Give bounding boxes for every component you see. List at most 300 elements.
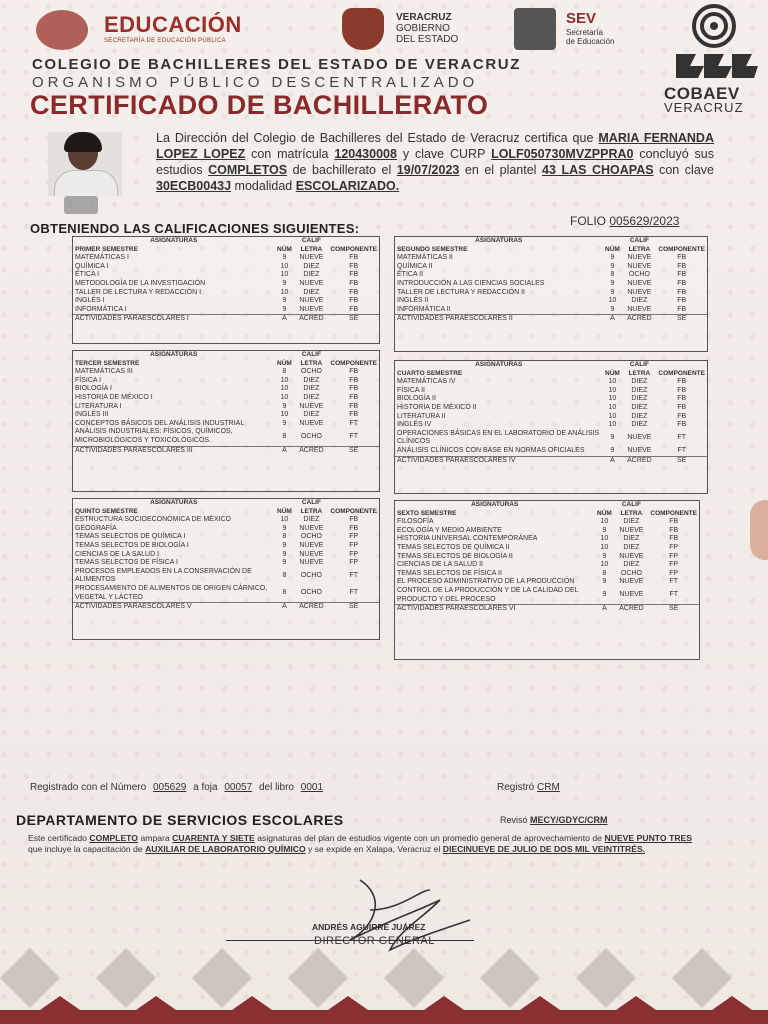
grade-component: FB: [349, 385, 359, 393]
grade-component: FB: [677, 297, 687, 305]
photo-stamp-logo: [64, 196, 98, 214]
grade-row: [73, 263, 379, 272]
grade-component: FT: [669, 578, 678, 586]
grade-component: FB: [349, 297, 359, 305]
componente-header: COMPONENTE: [330, 507, 377, 515]
subject-name: ESTRUCTURA SOCIOECONÓMICA DE MÉXICO: [75, 516, 231, 524]
grade-row: [395, 561, 699, 570]
grade-number: 9: [282, 524, 287, 532]
grade-letter: DIEZ: [631, 386, 648, 394]
cobaev-title: COBAEV: [664, 84, 740, 103]
grade-number: 10: [608, 403, 617, 411]
subject-name: PROCESAMIENTO DE ALIMENTOS DE ORIGEN CÁRNICO, VEGETAL Y LÁCTEO: [75, 584, 268, 601]
grade-letter: DIEZ: [631, 403, 648, 411]
grade-row: [395, 518, 699, 527]
grade-component: FB: [669, 535, 679, 543]
reviso-value: MECY/GDYC/CRM: [530, 815, 608, 825]
closing-text: que incluye la capacitación de: [28, 844, 143, 854]
componente-header: COMPONENTE: [658, 369, 705, 377]
subject-name: METODOLOGÍA DE LA INVESTIGACIÓN: [75, 279, 206, 287]
grade-row: [395, 387, 707, 396]
grade-component: SE: [656, 456, 707, 465]
national-seal-logo: [36, 10, 88, 50]
semester-title: TERCER SEMESTRE: [75, 359, 140, 367]
grades-heading: OBTENIENDO LAS CALIFICACIONES SIGUIENTES:: [30, 221, 360, 236]
grade-row: [73, 516, 379, 525]
grade-number: 9: [282, 541, 287, 549]
grade-number: A: [602, 456, 622, 465]
grade-letter: OCHO: [620, 569, 642, 577]
grade-number: 9: [282, 419, 287, 427]
grade-row: [73, 385, 379, 394]
grade-letter: NUEVE: [627, 446, 652, 454]
subject-name: QUÍMICA I: [75, 262, 109, 270]
grade-letter: DIEZ: [303, 262, 320, 270]
subject-name: QUÍMICA II: [397, 262, 433, 270]
grade-row: [73, 568, 379, 585]
grade-component: FP: [669, 561, 679, 569]
semester-table: [394, 500, 700, 660]
modalidad-value: ESCOLARIZADO.: [295, 179, 400, 193]
grade-letter: NUEVE: [299, 559, 324, 567]
subject-name: INTRODUCCIÓN A LAS CIENCIAS SOCIALES: [397, 279, 545, 287]
grade-component: FB: [677, 254, 687, 262]
training-value: AUXILIAR DE LABORATORIO QUÍMICO: [145, 844, 306, 854]
subject-name: TALLER DE LECTURA Y REDACCIÓN II: [397, 288, 525, 296]
grade-letter: NUEVE: [627, 434, 652, 442]
certificate-title: CERTIFICADO DE BACHILLERATO: [30, 90, 489, 120]
subject-name: TEMAS SELECTOS DE QUÍMICA II: [397, 543, 510, 551]
grade-row: [73, 271, 379, 280]
grade-row: [73, 411, 379, 420]
grade-number: 10: [608, 378, 617, 386]
closing-text: y se expide en Xalapa, Veracruz el: [308, 844, 441, 854]
grade-component: FP: [349, 533, 359, 541]
subject-name: EL PROCESO ADMINISTRATIVO DE LA PRODUCCIÓN: [397, 578, 575, 586]
asignaturas-header: ASIGNATURAS: [475, 237, 523, 244]
grade-component: SE: [656, 315, 707, 324]
cobaev-logo: [670, 2, 758, 80]
grade-component: FT: [677, 446, 686, 454]
grade-number: 10: [280, 288, 289, 296]
registry-label: del libro: [258, 782, 294, 793]
grade-letter: ACRED: [622, 456, 656, 465]
general-average: NUEVE PUNTO TRES: [604, 833, 693, 843]
registry-label: a foja: [193, 782, 218, 793]
grade-component: FB: [677, 386, 687, 394]
reviso-label: Revisó: [500, 815, 528, 825]
grade-number: 9: [610, 254, 615, 262]
grade-letter: NUEVE: [627, 262, 652, 270]
asignaturas-header: ASIGNATURAS: [150, 351, 198, 358]
grade-row: [73, 289, 379, 298]
grade-number: 10: [280, 411, 289, 419]
grade-component: FP: [669, 552, 679, 560]
grade-letter: DIEZ: [303, 376, 320, 384]
grade-component: FT: [349, 589, 358, 597]
grade-row: [73, 551, 379, 560]
grade-number: 8: [602, 569, 607, 577]
num-header: NÚM: [605, 245, 620, 253]
grade-letter: DIEZ: [623, 535, 640, 543]
grade-component: FB: [669, 518, 679, 526]
subject-name: TEMAS SELECTOS DE FÍSICA I: [75, 559, 178, 567]
grade-row: [395, 306, 707, 315]
intro-text: con clave: [659, 163, 714, 177]
num-header: NÚM: [277, 359, 292, 367]
curp-value: LOLF050730MVZPPRA0: [491, 147, 634, 161]
subject-name: FÍSICA II: [397, 386, 426, 394]
grade-letter: ACRED: [294, 446, 328, 455]
grade-number: 9: [282, 254, 287, 262]
subject-name: OPERACIONES BÁSICAS EN EL LABORATORIO DE ANÁLISIS CLÍNICOS: [397, 429, 600, 446]
student-name: MARIA FERNANDA LOPEZ LOPEZ: [156, 131, 714, 161]
subject-name: CONTROL DE LA PRODUCCIÓN Y DE LA CALIDAD DEL PRODUCTO Y DEL PROCESO: [397, 586, 579, 603]
subject-name: ÉTICA I: [75, 271, 100, 279]
subject-name: INGLÉS II: [397, 297, 429, 305]
subject-name: HISTORIA DE MÉXICO II: [397, 403, 477, 411]
asignaturas-header: ASIGNATURAS: [475, 361, 523, 368]
studies-status: COMPLETOS: [208, 163, 288, 177]
semester-title: SEGUNDO SEMESTRE: [397, 245, 468, 253]
grade-letter: NUEVE: [299, 419, 324, 427]
semester-table: [72, 498, 380, 640]
subject-name: MATEMÁTICAS I: [75, 254, 129, 262]
grade-component: FB: [349, 393, 359, 401]
grade-letter: NUEVE: [299, 524, 324, 532]
grade-letter: ACRED: [294, 315, 328, 324]
subject-name: BIOLOGÍA I: [75, 385, 112, 393]
grade-component: FB: [349, 402, 359, 410]
grade-letter: OCHO: [300, 432, 322, 440]
closing-text: Este certificado: [28, 833, 87, 843]
department-title: DEPARTAMENTO DE SERVICIOS ESCOLARES: [16, 812, 344, 828]
componente-header: COMPONENTE: [330, 359, 377, 367]
calif-header: CALIF: [301, 351, 321, 358]
decorative-bottom-band: [0, 948, 768, 1024]
grade-number: 10: [600, 543, 609, 551]
matricula-value: 120430008: [334, 147, 397, 161]
grade-number: 10: [608, 412, 617, 420]
letra-header: LETRA: [620, 509, 643, 517]
grade-component: FB: [349, 288, 359, 296]
grade-number: 9: [610, 262, 615, 270]
grade-letter: NUEVE: [299, 402, 324, 410]
num-header: NÚM: [277, 507, 292, 515]
grade-row: [73, 559, 379, 568]
grade-component: FB: [677, 262, 687, 270]
grade-number: 9: [282, 305, 287, 313]
subject-name: MATEMÁTICAS III: [75, 368, 133, 376]
veracruz-line-3: DEL ESTADO: [396, 34, 459, 45]
grade-row: [73, 377, 379, 386]
asignaturas-header: ASIGNATURAS: [471, 501, 519, 508]
grade-letter: DIEZ: [303, 516, 320, 524]
letra-header: LETRA: [300, 245, 323, 253]
sev-line-1: Secretaría: [566, 28, 603, 37]
grade-number: 10: [280, 262, 289, 270]
grade-number: A: [594, 605, 614, 614]
plantel-value: 43 LAS CHOAPAS: [542, 163, 654, 177]
grade-letter: NUEVE: [299, 279, 324, 287]
grade-row: [73, 297, 379, 306]
grade-number: 9: [610, 279, 615, 287]
grade-row: [73, 394, 379, 403]
registry-line: [30, 782, 327, 793]
intro-text: modalidad: [234, 179, 293, 193]
grade-number: 9: [610, 434, 615, 442]
grade-letter: DIEZ: [623, 543, 640, 551]
grade-number: 8: [610, 271, 615, 279]
grade-component: FT: [349, 432, 358, 440]
signatory-role: DIRECTOR GENERAL: [314, 935, 435, 947]
subject-name: CONCEPTOS BÁSICOS DEL ANÁLISIS INDUSTRIAL: [75, 419, 245, 427]
letra-header: LETRA: [300, 359, 323, 367]
grade-row: [73, 533, 379, 542]
organism-label: ORGANISMO PÚBLICO DESCENTRALIZADO: [32, 74, 479, 91]
grade-letter: NUEVE: [619, 591, 644, 599]
grade-letter: DIEZ: [631, 412, 648, 420]
grade-letter: NUEVE: [627, 279, 652, 287]
semester-title: SEXTO SEMESTRE: [397, 509, 457, 517]
grade-row: [395, 587, 699, 605]
veracruz-government-label: [396, 12, 458, 45]
issue-date: DIECINUEVE DE JULIO DE DOS MIL VEINTITRÉS.: [442, 844, 646, 854]
grade-letter: OCHO: [300, 589, 322, 597]
grade-number: 9: [602, 591, 607, 599]
subject-name: ANÁLISIS CLÍNICOS CON BASE EN NORMAS OFICIALES: [397, 446, 585, 454]
subject-name: ECOLOGÍA Y MEDIO AMBIENTE: [397, 526, 502, 534]
grade-component: FB: [677, 395, 687, 403]
grade-row: [395, 254, 707, 263]
sev-line-2: de Educación: [566, 37, 615, 46]
grade-component: FB: [349, 279, 359, 287]
closing-paragraph: [28, 833, 692, 855]
calif-header: CALIF: [301, 499, 321, 506]
subject-name: ÉTICA II: [397, 271, 424, 279]
closing-text: asignaturas del plan de estudios vigente con un promedio general de aprovechamiento de: [257, 833, 602, 843]
grade-component: FB: [677, 421, 687, 429]
grade-number: 10: [608, 386, 617, 394]
grade-component: SE: [648, 605, 699, 614]
completion-date: 19/07/2023: [396, 163, 460, 177]
grade-row: [73, 368, 379, 377]
grade-component: FB: [349, 271, 359, 279]
grade-row: [73, 315, 379, 324]
certification-paragraph: [156, 130, 714, 194]
grade-letter: NUEVE: [619, 552, 644, 560]
grade-letter: OCHO: [300, 572, 322, 580]
grade-number: 10: [280, 376, 289, 384]
grade-component: FP: [349, 541, 359, 549]
grade-row: [395, 280, 707, 289]
closing-text: ampara: [140, 833, 170, 843]
sev-subtitle: [566, 28, 614, 46]
subject-name: TEMAS SELECTOS DE BIOLOGÍA II: [397, 552, 513, 560]
subject-name: GEOGRAFÍA: [75, 524, 117, 532]
semester-table: [72, 350, 380, 492]
calif-header: CALIF: [629, 361, 649, 368]
subject-name: INFORMÁTICA II: [397, 305, 451, 313]
grade-component: FP: [349, 550, 359, 558]
grade-row: [73, 428, 379, 446]
subject-name: ACTIVIDADES PARAESCOLARES II: [395, 315, 602, 324]
subject-name: LITERATURA II: [397, 412, 446, 420]
intro-text: La Dirección del Colegio de Bachilleres del Estado de Veracruz certifica que: [156, 131, 594, 145]
grade-number: 9: [282, 402, 287, 410]
grade-component: FB: [677, 279, 687, 287]
subject-name: INGLÉS I: [75, 297, 105, 305]
grade-component: FP: [669, 543, 679, 551]
intro-text: en el plantel: [464, 163, 537, 177]
grade-number: 10: [280, 393, 289, 401]
grade-letter: OCHO: [628, 271, 650, 279]
grade-number: 10: [600, 535, 609, 543]
grade-letter: DIEZ: [631, 421, 648, 429]
subject-name: ANÁLISIS INDUSTRIALES: FÍSICOS, QUÍMICOS, MICROBIOLÓGICOS Y TOXICOLÓGICOS.: [75, 428, 233, 444]
grade-row: [73, 254, 379, 263]
grade-letter: DIEZ: [303, 271, 320, 279]
subject-name: INGLÉS III: [75, 411, 109, 419]
grade-number: 8: [282, 589, 287, 597]
reviso-line: [500, 815, 608, 825]
semester-table: [394, 236, 708, 352]
num-header: NÚM: [605, 369, 620, 377]
student-photo: [48, 132, 122, 196]
grade-component: SE: [328, 603, 379, 612]
grade-number: 10: [608, 421, 617, 429]
subject-name: FÍSICA I: [75, 376, 102, 384]
grade-row: [395, 544, 699, 553]
num-header: NÚM: [597, 509, 612, 517]
asignaturas-header: ASIGNATURAS: [150, 237, 198, 244]
grade-component: FB: [669, 526, 679, 534]
grade-letter: ACRED: [614, 605, 648, 614]
grade-number: 9: [282, 279, 287, 287]
grade-letter: NUEVE: [627, 288, 652, 296]
grade-number: 8: [282, 572, 287, 580]
veracruz-line-2: GOBIERNO: [396, 23, 450, 34]
grade-component: FB: [349, 262, 359, 270]
grade-component: FB: [349, 411, 359, 419]
grade-component: FT: [349, 572, 358, 580]
grade-number: 8: [282, 368, 287, 376]
subject-name: INFORMÁTICA I: [75, 305, 127, 313]
sev-title: SEV: [566, 10, 597, 27]
institution-name: COLEGIO DE BACHILLERES DEL ESTADO DE VERACRUZ: [32, 56, 521, 73]
subject-count: CUARENTA Y SIETE: [172, 833, 255, 843]
folio-value: 005629/2023: [609, 214, 680, 228]
componente-header: COMPONENTE: [330, 245, 377, 253]
grade-number: 10: [600, 518, 609, 526]
grade-letter: NUEVE: [619, 578, 644, 586]
grade-number: 9: [610, 446, 615, 454]
letra-header: LETRA: [300, 507, 323, 515]
grade-letter: NUEVE: [299, 550, 324, 558]
grade-number: 8: [282, 432, 287, 440]
grade-row: [395, 535, 699, 544]
grade-number: 10: [280, 271, 289, 279]
grade-number: 10: [280, 385, 289, 393]
calif-header: CALIF: [301, 237, 321, 244]
grade-row: [395, 578, 699, 587]
grade-letter: DIEZ: [303, 393, 320, 401]
semester-table: [394, 360, 708, 494]
grade-row: [395, 456, 707, 465]
thumb-in-frame: [750, 500, 768, 560]
grade-row: [395, 297, 707, 306]
grade-letter: NUEVE: [299, 305, 324, 313]
subject-name: ACTIVIDADES PARAESCOLARES VI: [395, 605, 594, 614]
grade-component: FB: [349, 368, 359, 376]
grade-component: FB: [677, 378, 687, 386]
grade-component: FB: [677, 403, 687, 411]
educacion-subtitle: SECRETARÍA DE EDUCACIÓN PÚBLICA: [104, 38, 226, 44]
semester-title: QUINTO SEMESTRE: [75, 507, 138, 515]
num-header: NÚM: [277, 245, 292, 253]
grade-row: [73, 585, 379, 603]
grade-row: [395, 378, 707, 387]
grade-component: FB: [677, 412, 687, 420]
grade-component: FT: [669, 591, 678, 599]
grade-letter: DIEZ: [631, 297, 648, 305]
grade-letter: DIEZ: [623, 561, 640, 569]
componente-header: COMPONENTE: [658, 245, 705, 253]
grade-number: 9: [282, 297, 287, 305]
grade-number: A: [274, 446, 294, 455]
grade-component: FB: [349, 524, 359, 532]
semester-title: CUARTO SEMESTRE: [397, 369, 463, 377]
grade-number: 10: [608, 395, 617, 403]
grade-letter: DIEZ: [303, 411, 320, 419]
grade-row: [395, 413, 707, 422]
grade-letter: DIEZ: [623, 518, 640, 526]
grade-component: FB: [677, 271, 687, 279]
grade-component: FT: [677, 434, 686, 442]
grade-number: 8: [282, 533, 287, 541]
grade-number: A: [274, 603, 294, 612]
intro-text: de bachillerato el: [292, 163, 392, 177]
grade-component: FP: [349, 559, 359, 567]
grade-number: 9: [602, 578, 607, 586]
grade-letter: OCHO: [300, 368, 322, 376]
grade-row: [395, 421, 707, 430]
grade-letter: NUEVE: [299, 254, 324, 262]
clave-value: 30ECB0043J: [156, 179, 232, 193]
subject-name: TEMAS SELECTOS DE QUÍMICA I: [75, 533, 186, 541]
subject-name: INGLÉS IV: [397, 421, 432, 429]
subject-name: CIENCIAS DE LA SALUD II: [397, 561, 483, 569]
grade-row: [73, 280, 379, 289]
grade-row: [395, 430, 707, 447]
intro-text: y clave CURP: [402, 147, 486, 161]
grade-number: 9: [610, 288, 615, 296]
grade-row: [395, 553, 699, 562]
grade-number: A: [274, 315, 294, 324]
grade-number: 9: [282, 550, 287, 558]
subject-name: TEMAS SELECTOS DE FÍSICA II: [397, 569, 502, 577]
grade-row: [395, 263, 707, 272]
registro-label: Registró: [497, 782, 535, 793]
registry-label: Registrado con el Número: [30, 782, 147, 793]
registro-value: CRM: [537, 782, 560, 793]
grade-component: SE: [328, 315, 379, 324]
asignaturas-header: ASIGNATURAS: [150, 499, 198, 506]
grade-component: FB: [349, 254, 359, 262]
subject-name: PROCESOS EMPLEADOS EN LA CONSERVACIÓN DE ALIMENTOS: [75, 567, 252, 584]
grade-letter: DIEZ: [303, 385, 320, 393]
folio-label: FOLIO: [570, 214, 607, 228]
